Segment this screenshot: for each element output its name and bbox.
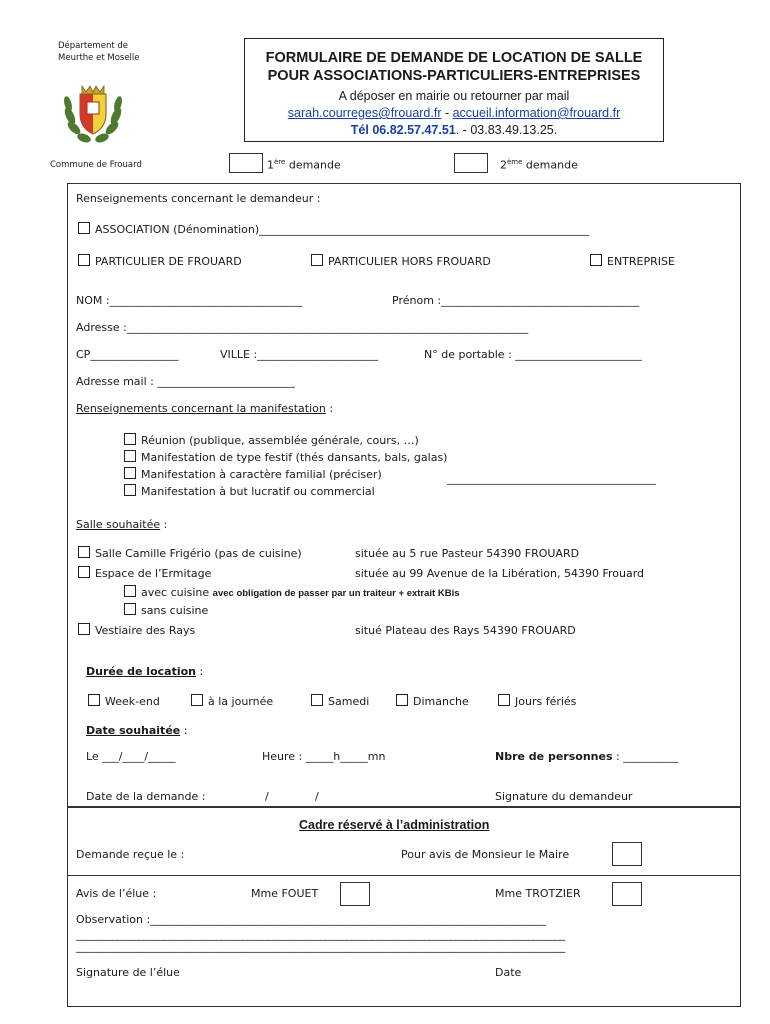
event-reunion-checkbox[interactable] xyxy=(124,433,136,445)
sans-cuisine-checkbox[interactable] xyxy=(124,603,136,615)
dimanche-label: Dimanche xyxy=(413,695,469,708)
date-demande-label: Date de la demande : xyxy=(86,790,206,803)
room-camille-checkbox[interactable] xyxy=(78,546,90,558)
room-camille-label: Salle Camille Frigério (pas de cuisine) xyxy=(95,547,302,560)
avis-maire-label: Pour avis de Monsieur le Maire xyxy=(401,848,570,861)
entreprise-row xyxy=(590,254,675,268)
commune-label: Commune de Frouard xyxy=(50,160,142,170)
duration-feries xyxy=(498,694,576,708)
trotzier-box[interactable] xyxy=(612,882,642,906)
entreprise-label: ENTREPRISE xyxy=(607,255,675,268)
phone-landline: . - 03.83.49.13.25. xyxy=(455,123,558,137)
avec-cuisine-row xyxy=(124,585,460,599)
observation-line-2[interactable]: ______________________________________________________________________________________________ xyxy=(76,928,565,941)
room-vestiaire-checkbox[interactable] xyxy=(78,623,90,635)
observation-line-3[interactable]: ______________________________________________________________________________________________ xyxy=(76,940,565,953)
form-title xyxy=(245,49,663,85)
event-section-title xyxy=(76,402,333,415)
duration-title-text: Durée de location xyxy=(86,665,196,678)
departement-label xyxy=(58,40,140,64)
room-ermitage-checkbox[interactable] xyxy=(78,566,90,578)
date-suffix: : xyxy=(180,724,188,737)
rooms-section-title-text: Salle souhaitée xyxy=(76,518,161,531)
event-festif-checkbox[interactable] xyxy=(124,450,136,462)
phone-line xyxy=(245,122,663,139)
weekend-label: Week-end xyxy=(105,695,160,708)
email-line xyxy=(245,105,663,122)
particulier-hors-checkbox[interactable] xyxy=(311,254,323,266)
avis-elue-label: Avis de l’élue : xyxy=(76,887,157,900)
title-line1: FORMULAIRE DE DEMANDE DE LOCATION DE SALLE xyxy=(265,50,643,66)
avec-cuisine-checkbox[interactable] xyxy=(124,585,136,597)
particulier-hors-row xyxy=(311,254,491,268)
sans-cuisine-label: sans cuisine xyxy=(141,604,209,617)
observation-field[interactable]: Observation :________________________________________________________________________ xyxy=(76,913,547,926)
room-camille-row xyxy=(78,546,302,560)
signature-demandeur-label: Signature du demandeur xyxy=(495,790,633,803)
rooms-section-suffix: : xyxy=(160,518,168,531)
second-request-label: 2ème demande xyxy=(500,158,578,172)
sans-cuisine-row xyxy=(124,603,208,617)
deposit-instruction: A déposer en mairie ou retourner par mail xyxy=(338,89,570,103)
room-camille-address: située au 5 rue Pasteur 54390 FROUARD xyxy=(355,547,580,560)
heure-field[interactable]: Heure : _____h_____mn xyxy=(262,750,386,763)
title-line2: POUR ASSOCIATIONS-PARTICULIERS-ENTREPRISES xyxy=(267,68,641,84)
adresse-field[interactable]: Adresse :_________________________________________________________________________ xyxy=(76,321,529,334)
avec-cuisine-label: avec cuisine xyxy=(141,586,213,599)
room-vestiaire-row xyxy=(78,623,195,637)
departement-line2: Meurthe et Moselle xyxy=(58,53,140,63)
nbre-personnes-field[interactable] xyxy=(495,750,678,763)
second-request-checkbox[interactable] xyxy=(454,153,488,173)
particulier-frouard-row xyxy=(78,254,242,268)
event-lucratif-checkbox[interactable] xyxy=(124,484,136,496)
duration-suffix: : xyxy=(196,665,204,678)
applicant-section-title: Renseignements concernant le demandeur : xyxy=(76,192,321,205)
samedi-checkbox[interactable] xyxy=(311,694,323,706)
duration-dimanche xyxy=(396,694,469,708)
email-link-2[interactable]: accueil.information@frouard.fr xyxy=(452,106,621,120)
room-vestiaire-label: Vestiaire des Rays xyxy=(95,624,196,637)
room-vestiaire-address: situé Plateau des Rays 54390 FROUARD xyxy=(355,624,576,637)
date-demande-slash-1: / xyxy=(265,790,269,803)
association-label: ASSOCIATION (Dénomination)____________________________________________________________ xyxy=(95,223,590,236)
event-option-label: Manifestation à caractère familial (préciser) xyxy=(141,468,382,481)
event-section-title-text: Renseignements concernant la manifestation xyxy=(76,402,326,415)
journee-checkbox[interactable] xyxy=(191,694,203,706)
dimanche-checkbox[interactable] xyxy=(396,694,408,706)
event-option-label: Manifestation de type festif (thés dansants, bals, galas) xyxy=(141,451,448,464)
date-title xyxy=(86,724,187,737)
nom-field[interactable]: NOM :___________________________________ xyxy=(76,294,303,307)
weekend-checkbox[interactable] xyxy=(88,694,100,706)
room-ermitage-address: située au 99 Avenue de la Libération, 54390 Frouard xyxy=(355,567,645,580)
duration-samedi xyxy=(311,694,369,708)
admin-divider xyxy=(67,875,741,876)
event-option-label: Réunion (publique, assemblée générale, cours, …) xyxy=(141,434,419,447)
avec-cuisine-obligation: avec obligation de passer par un traiteur + extrait KBis xyxy=(212,588,460,599)
first-request-label: 1ère demande xyxy=(267,158,341,172)
cp-field[interactable]: CP________________ xyxy=(76,348,179,361)
nbre-personnes-blank: : __________ xyxy=(612,750,679,763)
room-ermitage-label: Espace de l’Ermitage xyxy=(95,567,212,580)
samedi-label: Samedi xyxy=(328,695,370,708)
avis-maire-box[interactable] xyxy=(612,842,642,866)
admin-title: Cadre réservé à l’administration xyxy=(299,818,490,832)
email-separator: - xyxy=(441,106,453,120)
mail-field[interactable]: Adresse mail : _________________________ xyxy=(76,375,295,388)
event-option-lucratif xyxy=(124,482,447,502)
particulier-hors-label: PARTICULIER HORS FROUARD xyxy=(328,255,491,268)
nbre-personnes-label: Nbre de personnes xyxy=(495,750,613,763)
fouet-label: Mme FOUET xyxy=(251,887,319,900)
association-row xyxy=(78,222,589,236)
feries-label: Jours fériés xyxy=(515,695,577,708)
date-label: Date xyxy=(495,966,522,979)
room-ermitage-row xyxy=(78,566,211,580)
date-demande-slash-2: / xyxy=(315,790,319,803)
email-link-1[interactable]: sarah.courreges@frouard.fr xyxy=(287,106,442,120)
trotzier-label: Mme TROTZIER xyxy=(495,887,581,900)
association-checkbox[interactable] xyxy=(78,222,90,234)
first-request-checkbox[interactable] xyxy=(229,153,263,173)
entreprise-checkbox[interactable] xyxy=(590,254,602,266)
familial-precise-field[interactable]: ______________________________________ xyxy=(447,472,656,485)
portable-field[interactable]: N° de portable : _______________________ xyxy=(424,348,642,361)
particulier-frouard-checkbox[interactable] xyxy=(78,254,90,266)
duration-journee xyxy=(191,694,273,708)
demande-recue-label: Demande reçue le : xyxy=(76,848,185,861)
event-option-label: Manifestation à but lucratif ou commercial xyxy=(141,485,375,498)
event-familial-checkbox[interactable] xyxy=(124,467,136,479)
rooms-section-title xyxy=(76,518,167,531)
ville-field[interactable]: VILLE :______________________ xyxy=(220,348,379,361)
prenom-field[interactable]: Prénom :____________________________________ xyxy=(392,294,640,307)
departement-line1: Département de xyxy=(58,41,128,51)
phone-mobile: Tél 06.82.57.47.51 xyxy=(350,123,456,137)
fouet-box[interactable] xyxy=(340,882,370,906)
duration-title xyxy=(86,665,203,678)
date-le-field[interactable]: Le ___/____/_____ xyxy=(86,750,176,763)
journee-label: à la journée xyxy=(208,695,274,708)
feries-checkbox[interactable] xyxy=(498,694,510,706)
date-title-text: Date souhaitée xyxy=(86,724,181,737)
contact-block xyxy=(245,88,663,139)
title-box xyxy=(244,38,664,142)
event-options-list xyxy=(124,431,447,502)
signature-elue-label: Signature de l’élue xyxy=(76,966,180,979)
coat-of-arms-logo xyxy=(58,78,128,148)
duration-weekend xyxy=(88,694,160,708)
particulier-frouard-label: PARTICULIER DE FROUARD xyxy=(95,255,242,268)
event-section-suffix: : xyxy=(325,402,334,415)
